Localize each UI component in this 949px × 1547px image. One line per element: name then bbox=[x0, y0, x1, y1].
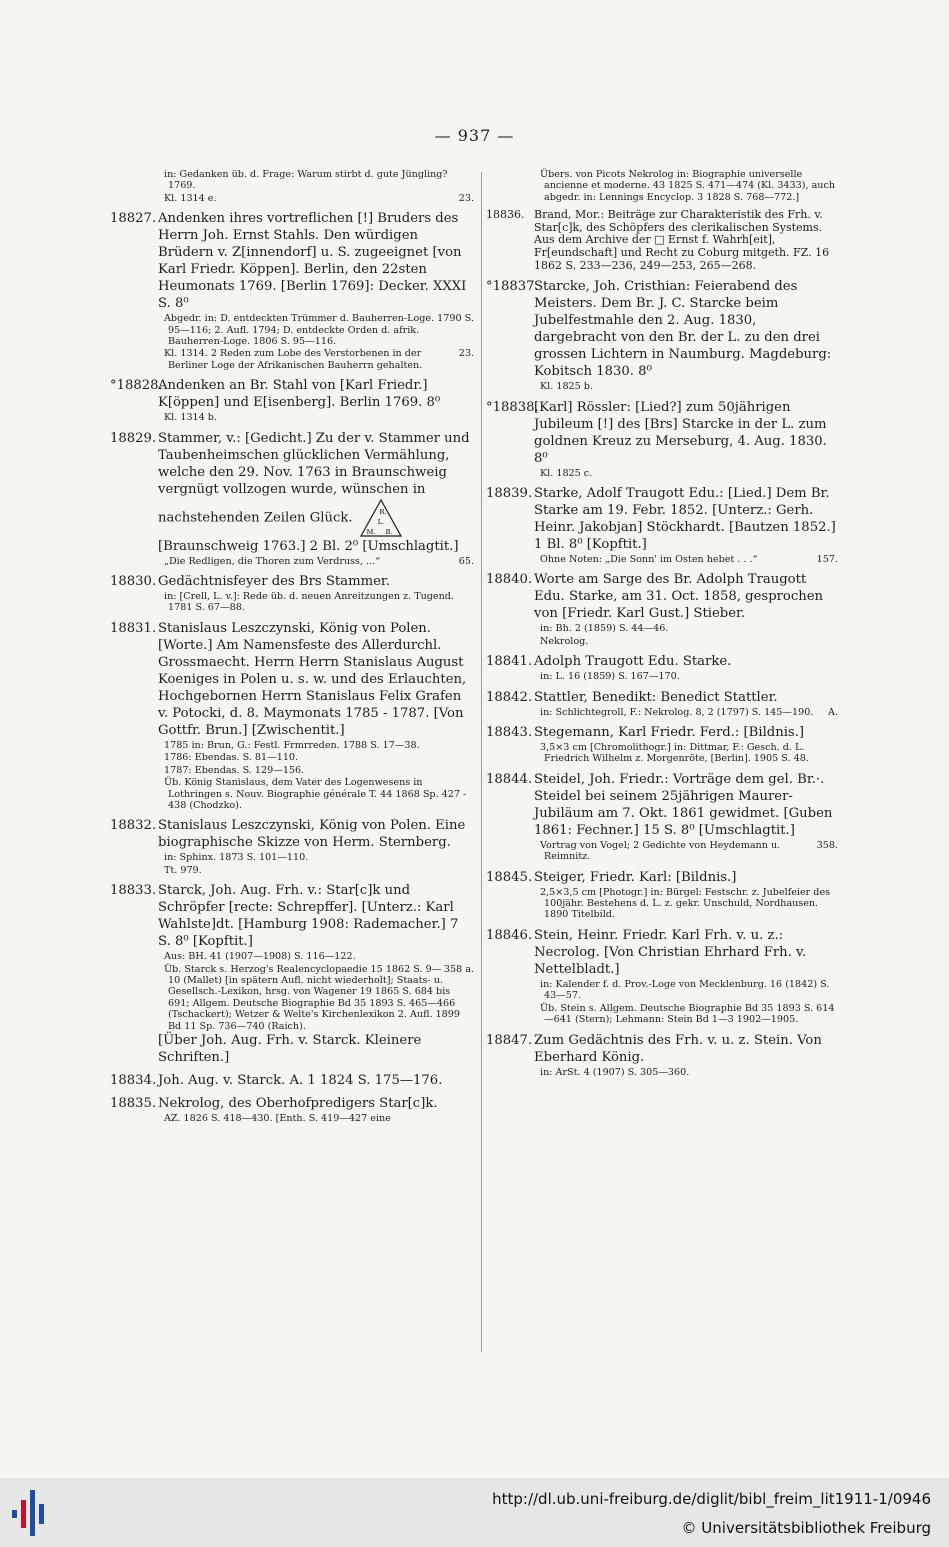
bibliography-entry bbox=[486, 399, 838, 479]
entry-note: 2,5×3,5 cm [Photogr.] in: Bürgel: Festschr. z. Jubelfeier des 100jähr. Bestehens d. L. z. gekr. Unschuld, Nordhausen. 1890 Titelbild. bbox=[540, 886, 831, 921]
entry-note: 23. Kl. 1314 e. bbox=[164, 192, 474, 204]
left-column bbox=[110, 168, 474, 1130]
entry-text: °18837.Starcke, Joh. Cristhian: Feierabend des Meisters. Dem Br. J. C. Starcke beim Jubelfestmahle den 2. Aug. 1830, dargebracht von den Br. der L. zu den drei grossen Lichtern in Naumburg. Magdeburg: Kobitsch 1830. 8⁰ bbox=[486, 279, 832, 380]
entry-note: Nekrolog. bbox=[540, 635, 589, 647]
entry-note: AZ. 1826 S. 418—430. [Enth. S. 419—427 eine bbox=[164, 1112, 391, 1124]
copyright-notice: © Universitätsbibliothek Freiburg bbox=[681, 1519, 931, 1537]
bibliography-entry bbox=[486, 278, 838, 392]
entry-note: Abgedr. in: D. entdeckten Trümmer d. Bauherren-Loge. 1790 S. 95—116; 2. Aufl. 1794; D. entdeckte Orden d. afrik. Bauherren-Loge. 1806 S. 95—116. bbox=[164, 313, 474, 348]
entry-number: 18844. bbox=[486, 771, 533, 787]
bibliography-entry bbox=[486, 209, 838, 272]
entry-note: 23. Kl. 1314. 2 Reden zum Lobe des Verstorbenen in der Berliner Loge der Afrikanischen Bauherrn gehalten. bbox=[164, 348, 474, 371]
bibliography-entry bbox=[486, 689, 838, 718]
entry-number: 18842. bbox=[486, 689, 533, 705]
bibliography-entry bbox=[110, 210, 474, 371]
entry-text: 18844. Steidel, Joh. Friedr.: Vorträge dem gel. Br.·. Steidel bei seinem 25jährigen Maurer-Jubiläum am 7. Okt. 1861 gewidmet. [Guben 1861: Fechner.] 15 S. 8⁰ [Umschlagtit.] bbox=[486, 771, 833, 838]
bibliography-entry bbox=[110, 817, 474, 876]
note-shelfmark: 157. bbox=[816, 554, 838, 565]
emblem-letter: B. bbox=[385, 527, 392, 536]
entry-number: 18829. bbox=[110, 430, 157, 446]
page-number: — 937 — bbox=[434, 126, 515, 145]
entry-text: 18842. Stattler, Benedikt: Benedict Stattler. bbox=[486, 689, 778, 705]
note-shelfmark: 65. bbox=[458, 555, 474, 567]
entry-note: in: Bh. 2 (1859) S. 44—46. bbox=[540, 623, 669, 635]
entry-number: 18835. bbox=[110, 1095, 157, 1111]
entry-note: 157. Ohne Noten: „Die Sonn' im Osten hebet . . .“ bbox=[540, 554, 838, 565]
entry-note: in: L. 16 (1859) S. 167—170. bbox=[540, 671, 680, 683]
emblem-letter: M. bbox=[366, 527, 375, 536]
entry-number: 18830. bbox=[110, 574, 157, 590]
entry-note: Üb. Stein s. Allgem. Deutsche Biographie Bd 35 1893 S. 614—641 (Stern); Lehmann: Stein Bd 1—3 1902—1905. bbox=[540, 1002, 835, 1026]
entry-note: Aus: BH. 41 (1907—1908) S. 116—122. bbox=[164, 951, 356, 963]
entry-text: 18846. Stein, Heinr. Friedr. Karl Frh. v. u. z.: Necrolog. [Von Christian Ehrhard Frh. v. Nettelbladt.] bbox=[486, 927, 807, 977]
source-url[interactable]: http://dl.ub.uni-freiburg.de/diglit/bibl_freim_lit1911-1/0946 bbox=[492, 1490, 931, 1508]
bibliography-entry bbox=[486, 869, 838, 921]
entry-note: 1786: Ebendas. S. 81—110. bbox=[164, 752, 299, 764]
right-column bbox=[486, 168, 838, 1084]
bibliography-entry bbox=[486, 571, 838, 647]
entry-note: Üb. König Stanislaus, dem Vater des Logenwesens in Lothringen s. Nouv. Biographie générale T. 44 1868 Sp. 427 - 438 (Chodzko). bbox=[164, 777, 467, 811]
entry-text: 18832. Stanislaus Leszczynski, König von Polen. Eine biographische Skizze von Herm. Sternberg. bbox=[110, 818, 466, 851]
entry-note: A. in: Schlichtegroll, F.: Nekrolog. 8, 2 (1797) S. 145—190. bbox=[540, 706, 838, 718]
entry-number: 18833. bbox=[110, 883, 157, 899]
note-shelfmark: 23. bbox=[458, 348, 474, 360]
entry-note: 358. Vortrag von Vogel; 2 Gedichte von Heydemann u. Reimnitz. bbox=[540, 839, 838, 863]
entry-text: 18827. Andenken ihres vortreflichen [!] Bruders des Herrn Joh. Ernst Stahls. Den würdigen Brüdern v. Z[innendorf] u. S. zugeeignet [von Karl Friedr. Köppen]. Berlin, den 22sten Heumonats 1769. [Berlin 1769]: Decker. XXXI S. 8⁰ bbox=[110, 211, 467, 312]
entry-number: 18832. bbox=[110, 818, 157, 834]
bibliography-entry bbox=[110, 430, 474, 567]
entry-note: Kl. 1314 b. bbox=[164, 412, 217, 424]
library-logo-icon bbox=[12, 1490, 50, 1536]
entry-text: 18841. Adolph Traugott Edu. Starke. bbox=[486, 654, 732, 670]
bibliography-entry bbox=[110, 1072, 474, 1089]
entry-note: 65. „Die Redligen, die Thoren zum Verdruss, ...“ bbox=[164, 555, 474, 567]
emblem-letter: L. bbox=[377, 517, 384, 526]
entry-note: in: Kalender f. d. Prov.-Loge von Mecklenburg. 16 (1842) S. 43—57. bbox=[540, 978, 830, 1002]
entry-note: 1787: Ebendas. S. 129—156. bbox=[164, 764, 305, 776]
entry-text: 18845. Steiger, Friedr. Karl: [Bildnis.] bbox=[486, 869, 737, 885]
entry-note: 358 a. Üb. Starck s. Herzog's Realencyclopaedie 15 1862 S. 9—10 (Mallet) [in spätern Aufl. nicht wiederholt]; Staats- u. Gesellsch.-Lexikon, hrsg. von Wagener 19 1865 S. 684 bis 691; Allgem. Deutsche Biographie Bd 35 1893 S. 465—466 (Tschackert); Wetzer & Welte's Kirchenlexikon 2. Aufl. 1899 Bd 11 Sp. 736—740 (Raich). bbox=[164, 963, 474, 1032]
entry-text: 18830. Gedächtnisfeyer des Brs Stammer. bbox=[110, 574, 390, 590]
entry-number: 18847. bbox=[486, 1032, 533, 1048]
bibliography-entry bbox=[110, 620, 474, 811]
bibliography-entry bbox=[110, 882, 474, 1066]
bibliography-entry bbox=[486, 653, 838, 682]
entry-text: 18839. Starke, Adolf Traugott Edu.: [Lied.] Dem Br. Starke am 19. Febr. 1852. [Unterz.: Gerh. Heinr. Jakobjan] Stöckhardt. [Bautzen 1852.] 1 Bl. 8⁰ [Kopftit.] bbox=[486, 486, 836, 552]
entry-number: 18839. bbox=[486, 486, 533, 501]
entry-text: 18843. Stegemann, Karl Friedr. Ferd.: [Bildnis.] bbox=[486, 725, 805, 741]
entry-text: 18831. Stanislaus Leszczynski, König von Polen. [Worte.] Am Namensfeste des Allerdurchl. Grossmaecht. Herrn Herrn Stanislaus August Koeniges in Polen u. s. w. und des Erlauchten, Hochgebornen Herrn Stanislaus Felix Grafen v. Potocki, d. 8. Maymonats 1785 - 1787. [Von Gottfr. Brun.] [Zwischentit.] bbox=[110, 620, 467, 738]
entry-text: 18836. Brand, Mor.: Beiträge zur Charakteristik des Frh. v. Star[c]k, des Schöpfers des clerikalischen Systems. Aus dem Archive der □ Ernst f. Wahrh[eit], Fr[eundschaft] und Recht zu Coburg mitgeth. FZ. 16 1862 S. 233—236, 249—253, 265—268. bbox=[486, 208, 830, 272]
note-shelfmark: 23. bbox=[458, 192, 474, 204]
entry-text: 18834. Joh. Aug. v. Starck. A. 1 1824 S. 175—176. bbox=[110, 1072, 443, 1088]
entry-text: 18847. Zum Gedächtnis des Frh. v. u. z. Stein. Von Eberhard König. bbox=[486, 1032, 822, 1065]
entry-text: 18833. Starck, Joh. Aug. Frh. v.: Star[c]k und Schröpfer [recte: Schrepffer]. [Unterz.: Karl Wahlste]dt. [Hamburg 1908: Rademacher.] 7 S. 8⁰ [Kopftit.] bbox=[110, 883, 459, 950]
entry-note: in: Sphinx. 1873 S. 101—110. bbox=[164, 852, 309, 864]
entry-text: 18835. Nekrolog, des Oberhofpredigers Star[c]k. bbox=[110, 1095, 438, 1111]
bibliography-entry bbox=[110, 573, 474, 614]
note-shelfmark: 358. bbox=[816, 839, 838, 851]
entry-note: 3,5×3 cm [Chromolithogr.] in: Dittmar, F.: Gesch. d. L. Friedrich Wilhelm z. Morgenröte, [Berlin]. 1905 S. 48. bbox=[540, 742, 809, 765]
entry-number: °18838. bbox=[486, 399, 539, 415]
entry-number: 18840. bbox=[486, 572, 533, 588]
entry-note: Kl. 1825 c. bbox=[540, 467, 593, 479]
entry-text: °18828.Andenken an Br. Stahl von [Karl Friedr.] K[öppen] und E[isenberg]. Berlin 1769. 8⁰ bbox=[110, 378, 441, 411]
note-shelfmark: 358 a. bbox=[443, 963, 474, 975]
entry-text: 18829. Stammer, v.: [Gedicht.] Zu der v. Stammer und Taubenheimschen glücklichen Vermählung, welche den 29. Nov. 1763 in Braunschweig vergnügt vollzogen wurde, wünschen in nachstehenden Zeilen Glück. R. L. M. B. [Braunschweig 1763.] 2 Bl. 2⁰ [Umschlagtit.] bbox=[110, 430, 470, 554]
emblem-letter: R. bbox=[379, 507, 387, 516]
entry-continuation: [Über Joh. Aug. Frh. v. Starck. Kleinere Schriften.] bbox=[158, 1032, 422, 1065]
entry-note: in: [Crell, L. v.]: Rede üb. d. neuen Anreitzungen z. Tugend. 1781 S. 67—88. bbox=[164, 591, 454, 614]
entry-note: Übers. von Picots Nekrolog in: Biographie universelle ancienne et moderne. 43 1825 S. 471—474 (Kl. 3433), auch abgedr. in: Lennings Encyclop. 3 1828 S. 768—772.] bbox=[540, 169, 836, 203]
entry-note: Kl. 1825 b. bbox=[540, 381, 593, 393]
entry-number: 18841. bbox=[486, 654, 533, 670]
bibliography-entry bbox=[110, 1095, 474, 1124]
bibliography-entry bbox=[486, 1032, 838, 1078]
column-divider bbox=[481, 172, 482, 1352]
entry-number: °18837. bbox=[486, 279, 539, 295]
entry-number: 18831. bbox=[110, 620, 157, 636]
bibliography-entry bbox=[110, 377, 474, 423]
entry-number: 18845. bbox=[486, 869, 533, 885]
bibliography-entry bbox=[486, 169, 838, 203]
entry-number: 18846. bbox=[486, 927, 533, 943]
entry-note: 1785 in: Brun, G.: Festl. Frmrreden. 1788 S. 17—38. bbox=[164, 739, 420, 751]
entry-number: 18836. bbox=[486, 208, 525, 222]
entry-number: °18828. bbox=[110, 378, 163, 394]
entry-text: 18840. Worte am Sarge des Br. Adolph Traugott Edu. Starke, am 31. Oct. 1858, gesprochen von [Friedr. Karl Gust.] Stieber. bbox=[486, 572, 824, 622]
entry-number: 18843. bbox=[486, 725, 533, 741]
entry-note: Tt. 979. bbox=[164, 864, 202, 876]
masonic-triangle-icon bbox=[359, 498, 403, 538]
entry-text: °18838.[Karl] Rössler: [Lied?] zum 50jährigen Jubileum [!] des [Brs] Starcke in der L. zum goldnen Kreuz zu Merseburg, 4. Aug. 1830. 8⁰ bbox=[486, 399, 827, 466]
entry-note: in: ArSt. 4 (1907) S. 305—360. bbox=[540, 1066, 690, 1078]
bibliography-entry bbox=[486, 724, 838, 765]
entry-number: 18827. bbox=[110, 211, 157, 227]
footer-bar bbox=[0, 1478, 949, 1547]
bibliography-entry bbox=[486, 927, 838, 1026]
note-shelfmark: A. bbox=[828, 706, 838, 718]
bibliography-entry bbox=[110, 169, 474, 204]
entry-note: in: Gedanken üb. d. Frage: Warum stirbt d. gute Jüngling? 1769. bbox=[164, 169, 448, 192]
entry-number: 18834. bbox=[110, 1072, 157, 1088]
bibliography-entry bbox=[486, 771, 838, 863]
bibliography-entry bbox=[486, 485, 838, 565]
